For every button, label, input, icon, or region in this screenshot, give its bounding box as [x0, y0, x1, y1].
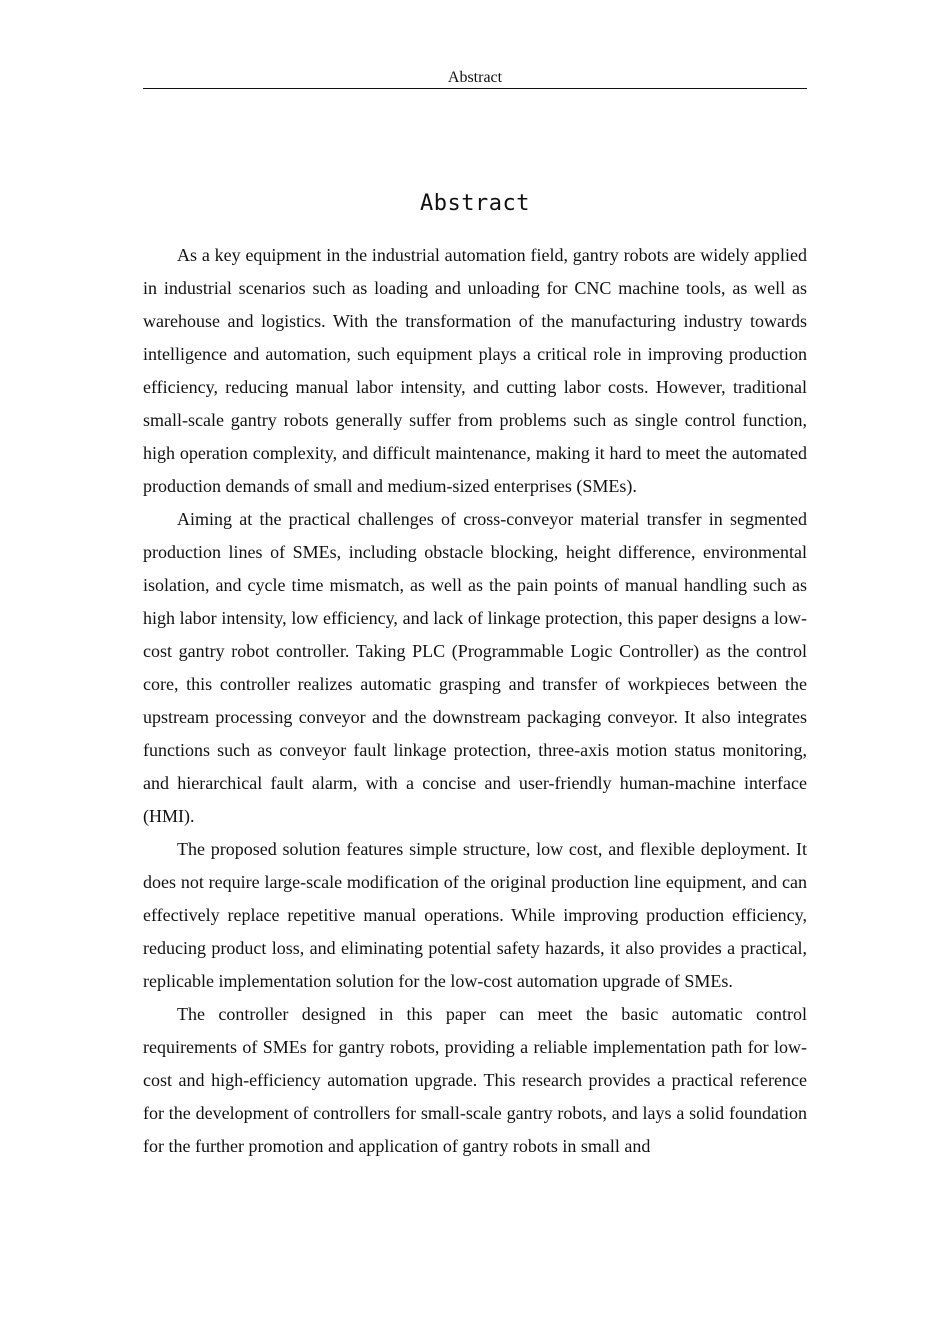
running-header: Abstract — [447, 69, 503, 86]
abstract-paragraph-1: As a key equipment in the industrial automation field, gantry robots are widely applied in industrial scenarios such as loading and unloading for CNC machine tools, as well as warehouse and logistics. With the transformation of the manufacturing industry towards intelligence and automation, such equipment plays a critical role in improving production efficiency, reducing manual labor intensity, and cutting labor costs. However, traditional small-scale gantry robots generally suffer from problems such as single control function, high operation complexity, and difficult maintenance, making it hard to meet the automated production demands of small and medium-sized enterprises (SMEs). — [143, 245, 807, 496]
header-rule — [143, 88, 807, 89]
abstract-paragraph-2: Aiming at the practical challenges of cross-conveyor material transfer in segmented production lines of SMEs, including obstacle blocking, height difference, environmental isolation, and cycle time mismatch, as well as the pain points of manual handling such as high labor intensity, low efficiency, and lack of linkage protection, this paper designs a low-cost gantry robot controller. Taking PLC (Programmable Logic Controller) as the control core, this controller realizes automatic grasping and transfer of workpieces between the upstream processing conveyor and the downstream packaging conveyor. It also integrates functions such as conveyor fault linkage protection, three-axis motion status monitoring, and hierarchical fault alarm, with a concise and user-friendly human-machine interface (HMI). — [143, 509, 807, 826]
abstract-body — [143, 239, 807, 1163]
abstract-paragraph-4: The controller designed in this paper can meet the basic automatic control requirements of SMEs for gantry robots, providing a reliable implementation path for low-cost and high-efficiency automation upgrade. This research provides a practical reference for the development of controllers for small-scale gantry robots, and lays a solid foundation for the further promotion and application of gantry robots in small and — [143, 1004, 807, 1156]
abstract-paragraph-3: The proposed solution features simple structure, low cost, and flexible deployment. It does not require large-scale modification of the original production line equipment, and can effectively replace repetitive manual operations. While improving production efficiency, reducing product loss, and eliminating potential safety hazards, it also provides a practical, replicable implementation solution for the low-cost automation upgrade of SMEs. — [143, 839, 807, 991]
page-title: Abstract — [420, 191, 530, 216]
